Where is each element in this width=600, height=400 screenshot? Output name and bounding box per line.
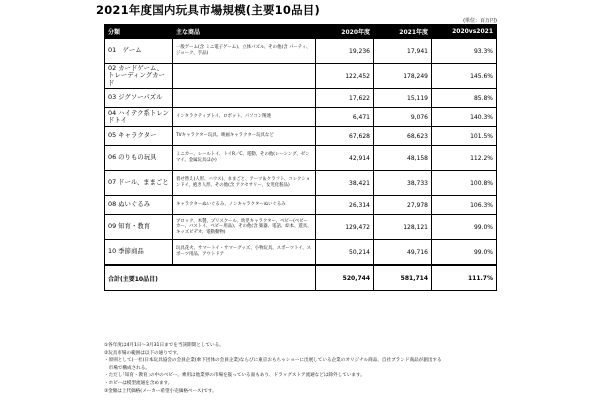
total-label: 合計(主要10品目) bbox=[105, 265, 316, 291]
table-row bbox=[105, 146, 497, 171]
footnote: ②玩具市場の範囲は以下の通りです。 bbox=[104, 350, 182, 356]
row-items: 玩具花火、サマートイ・サマーグッズ、小物玩具、スポーツトイ、スポーツ用品、アウトドア bbox=[173, 240, 316, 266]
row-ratio: 140.3% bbox=[432, 108, 497, 127]
total-ratio: 111.7% bbox=[432, 265, 497, 291]
row-2021-value: 9,076 bbox=[374, 108, 432, 127]
total-2021-value: 581,714 bbox=[374, 265, 432, 291]
total-2020-value: 520,744 bbox=[316, 265, 374, 291]
row-items: キャラクターぬいぐるみ、ノンキャラクターぬいぐるみ bbox=[173, 196, 316, 215]
row-category: 08 ぬいぐるみ bbox=[105, 196, 173, 215]
page-title: 2021年度国内玩具市場規模(主要10品目) bbox=[96, 3, 320, 17]
row-2020-value: 26,314 bbox=[316, 196, 374, 215]
market-size-table bbox=[104, 24, 497, 291]
row-ratio: 100.8% bbox=[432, 171, 497, 196]
footnote: ・ただし｢知育・教育｣の中のベビー、乗用は他業界の市場を扱っている面もあり、ドラッグストア流通などは除外しています。 bbox=[104, 373, 365, 379]
table-row bbox=[105, 215, 497, 240]
row-2021-value: 38,733 bbox=[374, 171, 432, 196]
row-2020-value: 19,236 bbox=[316, 39, 374, 64]
row-items: TVキャラクター玩具、映画キャラクター玩具など bbox=[173, 127, 316, 146]
table-row bbox=[105, 171, 497, 196]
table-row bbox=[105, 127, 497, 146]
table-header-row bbox=[105, 25, 497, 39]
row-category: 05 キャラクター bbox=[105, 127, 173, 146]
row-2021-value: 49,716 bbox=[374, 240, 432, 266]
row-2021-value: 17,941 bbox=[374, 39, 432, 64]
row-items: ミニカー、レールトイ、トイR／C、電動、その他(レーシング、ゼンマイ、金属玩具ほか) bbox=[173, 146, 316, 171]
table-row bbox=[105, 196, 497, 215]
row-2021-value: 68,623 bbox=[374, 127, 432, 146]
unit-note: (単位：百万円) bbox=[463, 18, 497, 24]
table-row bbox=[105, 108, 497, 127]
row-2021-value: 128,121 bbox=[374, 215, 432, 240]
row-ratio: 101.5% bbox=[432, 127, 497, 146]
footnotes bbox=[104, 342, 504, 395]
table-row bbox=[105, 64, 497, 89]
table-row bbox=[105, 89, 497, 108]
footnote: ・原則として(一社)日本玩具協会の会員企業(傘下団体の会員企業)ならびに東京おもちゃショーに出展している企業のオリジナル商品、自社ブランド商品が創出する bbox=[104, 358, 442, 364]
row-2020-value: 42,914 bbox=[316, 146, 374, 171]
footnote: ・ホビーは模型流通を含めます。 bbox=[104, 380, 173, 386]
row-ratio: 112.2% bbox=[432, 146, 497, 171]
row-items: ブロック、木製、プリスクール、幼児キャラクター、ベビー(ベビーカー、バストイ、ベビー用品)、その他(含 楽器、電話、絵本、遊具、キッズビデオ、電動動物) bbox=[173, 215, 316, 240]
row-category: 10 季節商品 bbox=[105, 240, 173, 266]
row-items bbox=[173, 64, 316, 89]
row-category: 04 ハイテク系トレンドトイ bbox=[105, 108, 173, 127]
row-2020-value: 6,471 bbox=[316, 108, 374, 127]
header-items: 主な商品 bbox=[173, 25, 316, 39]
row-category: 03 ジグソーパズル bbox=[105, 89, 173, 108]
row-ratio: 145.6% bbox=[432, 64, 497, 89]
row-category: 02 カードゲーム、トレーディングカード bbox=[105, 64, 173, 89]
footnote: 市場で構成される。 bbox=[104, 365, 150, 371]
header-2021: 2021年度 bbox=[374, 25, 432, 39]
header-ratio: 2020vs2021 bbox=[432, 25, 497, 39]
row-category: 06 のりもの玩具 bbox=[105, 146, 173, 171]
footnote: ③金額は上代価格(メーカー希望小売価格ベース)です。 bbox=[104, 388, 217, 394]
row-items: インタラクティブトイ、ロボット、パソコン関連 bbox=[173, 108, 316, 127]
row-2020-value: 50,214 bbox=[316, 240, 374, 266]
row-ratio: 93.3% bbox=[432, 39, 497, 64]
row-items: 着せ替え(人形、ハウス)、ままごと、アーツ＆クラフト、コレクションドイ、抱き人形、その他(含 アクセサリー、女児化粧品) bbox=[173, 171, 316, 196]
row-ratio: 99.0% bbox=[432, 215, 497, 240]
row-ratio: 106.3% bbox=[432, 196, 497, 215]
row-category: 01 ゲーム bbox=[105, 39, 173, 64]
header-category: 分類 bbox=[105, 25, 173, 39]
row-2021-value: 48,158 bbox=[374, 146, 432, 171]
row-2020-value: 129,472 bbox=[316, 215, 374, 240]
table-row bbox=[105, 240, 497, 266]
row-2020-value: 67,628 bbox=[316, 127, 374, 146]
row-ratio: 99.0% bbox=[432, 240, 497, 266]
header-2020: 2020年度 bbox=[316, 25, 374, 39]
total-row bbox=[105, 265, 497, 291]
row-2021-value: 27,978 bbox=[374, 196, 432, 215]
row-2020-value: 17,622 bbox=[316, 89, 374, 108]
row-2020-value: 122,452 bbox=[316, 64, 374, 89]
table-row bbox=[105, 39, 497, 64]
row-ratio: 85.8% bbox=[432, 89, 497, 108]
row-category: 09 知育・教育 bbox=[105, 215, 173, 240]
footnote: ①各年度は4月1日～3月31日までを当該期間としている。 bbox=[104, 343, 224, 348]
row-items: 一般ゲーム(含 ミニ電子ゲーム)、立体パズル、その他(含 パーティ、ジョーク、手品) bbox=[173, 39, 316, 64]
row-items bbox=[173, 89, 316, 108]
row-category: 07 ドール、ままごと bbox=[105, 171, 173, 196]
row-2021-value: 15,119 bbox=[374, 89, 432, 108]
row-2020-value: 38,421 bbox=[316, 171, 374, 196]
row-2021-value: 178,249 bbox=[374, 64, 432, 89]
